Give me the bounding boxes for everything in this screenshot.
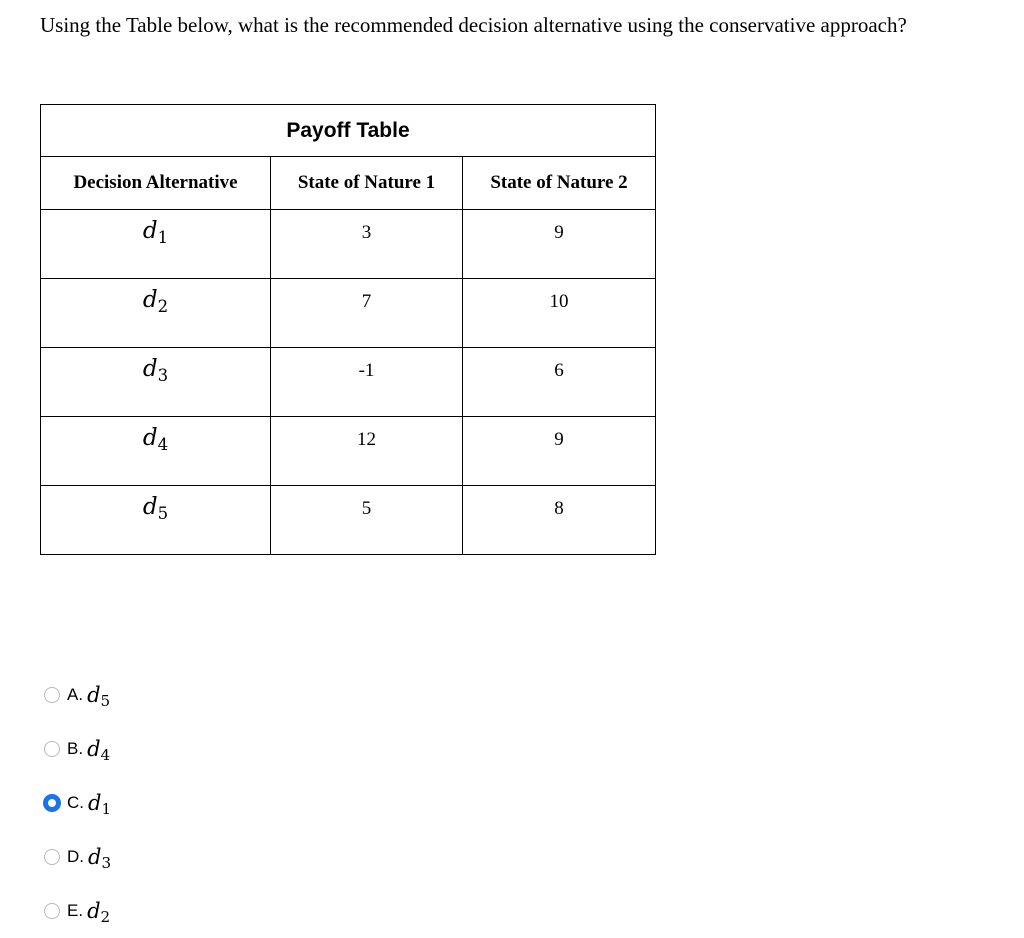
option-label: $d_1$ bbox=[88, 791, 112, 819]
state-1-value: 7 bbox=[271, 279, 463, 348]
table-row bbox=[41, 210, 656, 279]
header-state-of-nature-2: State of Nature 2 bbox=[463, 157, 656, 210]
table-row bbox=[41, 348, 656, 417]
radio-button-b[interactable] bbox=[44, 741, 60, 757]
option-letter: B. bbox=[67, 739, 84, 758]
alternative-label: $d_5$ bbox=[142, 494, 169, 523]
radio-button-e[interactable] bbox=[44, 903, 60, 919]
alternative-label: $d_1$ bbox=[142, 218, 169, 247]
alternative-cell bbox=[41, 279, 271, 348]
header-state-of-nature-1: State of Nature 1 bbox=[271, 157, 463, 210]
alternative-label: $d_2$ bbox=[142, 287, 169, 316]
table-row bbox=[41, 279, 656, 348]
alternative-cell bbox=[41, 348, 271, 417]
state-2-value: 8 bbox=[463, 486, 656, 555]
state-2-value: 10 bbox=[463, 279, 656, 348]
alternative-cell bbox=[41, 417, 271, 486]
state-1-value: 5 bbox=[271, 486, 463, 555]
alternative-cell bbox=[41, 486, 271, 555]
radio-button-d[interactable] bbox=[44, 849, 60, 865]
option-letter: C. bbox=[67, 793, 84, 812]
state-1-value: 3 bbox=[271, 210, 463, 279]
state-2-value: 9 bbox=[463, 417, 656, 486]
option-letter: E. bbox=[67, 901, 84, 920]
question-text: Using the Table below, what is the recommended decision alternative using the conservative approach? bbox=[40, 13, 907, 37]
table-row bbox=[41, 417, 656, 486]
option-letter: D. bbox=[67, 847, 84, 866]
payoff-table bbox=[40, 104, 656, 555]
table-caption: Payoff Table bbox=[41, 105, 656, 157]
option-e[interactable] bbox=[44, 884, 111, 938]
option-b[interactable] bbox=[44, 722, 111, 776]
alternative-label: $d_4$ bbox=[142, 425, 169, 454]
option-label: $d_3$ bbox=[88, 845, 112, 873]
option-d[interactable] bbox=[44, 830, 111, 884]
option-label: $d_4$ bbox=[87, 737, 111, 765]
header-decision-alternative: Decision Alternative bbox=[41, 157, 271, 210]
radio-button-a[interactable] bbox=[44, 687, 60, 703]
option-a[interactable] bbox=[44, 668, 111, 722]
option-label: $d_5$ bbox=[87, 683, 111, 711]
state-1-value: -1 bbox=[271, 348, 463, 417]
table-header-row bbox=[41, 157, 656, 210]
table-row bbox=[41, 486, 656, 555]
radio-button-c-selected[interactable] bbox=[43, 794, 61, 812]
option-label: $d_2$ bbox=[87, 899, 111, 927]
state-1-value: 12 bbox=[271, 417, 463, 486]
state-2-value: 6 bbox=[463, 348, 656, 417]
answer-options bbox=[44, 668, 111, 938]
option-letter: A. bbox=[67, 685, 84, 704]
alternative-cell bbox=[41, 210, 271, 279]
alternative-label: $d_3$ bbox=[142, 356, 169, 385]
state-2-value: 9 bbox=[463, 210, 656, 279]
option-c[interactable] bbox=[44, 776, 111, 830]
